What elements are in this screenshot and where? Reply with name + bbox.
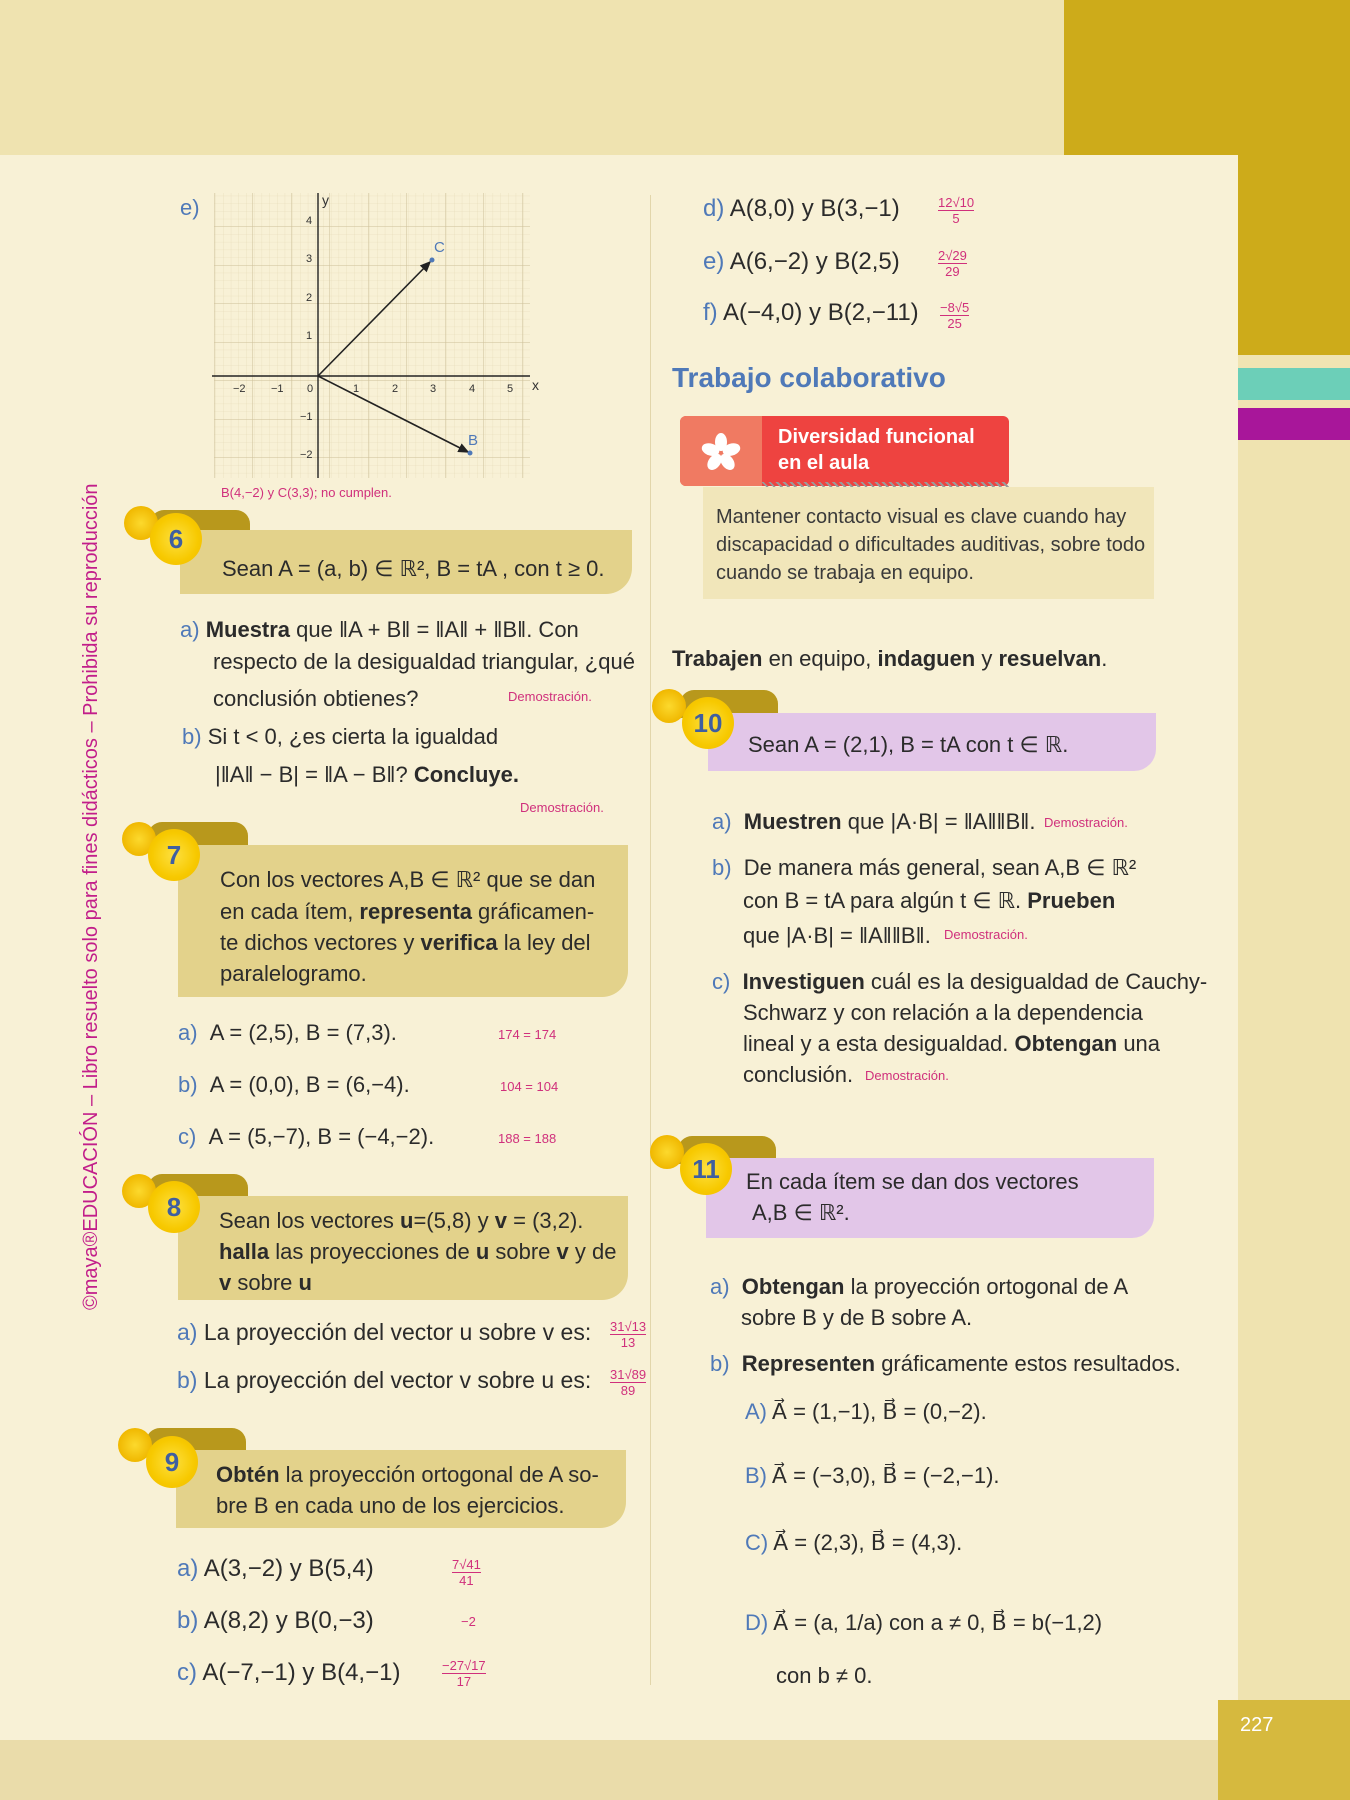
text: en cada ítem, — [220, 899, 360, 924]
vector-u: u — [298, 1270, 312, 1295]
ex11-d-cont: con b ≠ 0. — [776, 1663, 873, 1688]
text: en equipo, — [762, 646, 878, 671]
text: y — [975, 646, 999, 671]
item-label: a) — [178, 1020, 198, 1045]
item-label: b) — [710, 1351, 730, 1376]
right-strip — [1238, 440, 1350, 1740]
magenta-tab — [1238, 408, 1350, 440]
answer-num: −27√17 — [442, 1658, 486, 1673]
item-label: c) — [178, 1124, 197, 1149]
ex9-line2: bre B en cada uno de los ejercicios. — [216, 1493, 565, 1518]
ex9-b-answer: −2 — [461, 1614, 476, 1629]
item-label: b) — [182, 724, 202, 749]
item-label: a) — [177, 1555, 199, 1582]
y-tick: −1 — [300, 411, 313, 423]
ex6-item-a — [180, 614, 640, 645]
y-tick: 1 — [306, 330, 313, 342]
text: Sean los vectores — [219, 1208, 400, 1233]
ex8-b-answer — [610, 1367, 646, 1398]
ex8-line2 — [219, 1236, 616, 1267]
x-tick: 1 — [353, 383, 360, 395]
y-tick: 4 — [306, 215, 313, 227]
bold-verb: Prueben — [1027, 888, 1116, 913]
colab-instruction — [672, 643, 1107, 674]
page-number: 227 — [1240, 1714, 1274, 1736]
ex10-c-line2: Schwarz y con relación a la dependencia — [743, 1000, 1143, 1025]
ex11-item-b — [710, 1348, 1181, 1379]
x-axis-label: x — [532, 377, 539, 393]
ex11-line1: En cada ítem se dan dos vectores — [746, 1169, 1079, 1194]
ex6-statement: Sean A = (a, b) ∈ ℝ², B = tA , con t ≥ 0. — [222, 556, 605, 581]
ex7-item-a — [178, 1017, 397, 1048]
item-label: A) — [745, 1399, 767, 1424]
ex8-item-b — [177, 1365, 591, 1396]
bold-verb: verifica — [420, 930, 498, 955]
text: . — [1101, 646, 1108, 671]
item-label: b) — [177, 1607, 199, 1634]
page-number-box — [1218, 1700, 1350, 1800]
item-label: C) — [745, 1530, 769, 1555]
ex10-item-a — [712, 806, 1036, 837]
diversity-title-line: en el aula — [778, 452, 870, 474]
bold-verb: Investiguen — [742, 969, 865, 994]
ex7-c-answer: 188 = 188 — [498, 1131, 557, 1146]
diversity-title — [778, 424, 975, 476]
text: una — [1117, 1031, 1161, 1056]
item-text: A⃗ = (−3,0), B⃗ = (−2,−1). — [771, 1463, 1000, 1488]
text: con B = tA para algún t ∈ ℝ. — [743, 888, 1028, 913]
x-tick: 2 — [392, 383, 399, 395]
ex10-a-answer: Demostración. — [1044, 815, 1128, 830]
ex6-a-line3: conclusión obtienes? — [213, 686, 419, 711]
bottom-band — [0, 1740, 1350, 1800]
ex11-sub-A — [745, 1396, 987, 1427]
ex7-item-c — [178, 1121, 434, 1152]
ex10-b-answer: Demostración. — [944, 927, 1028, 942]
item-label: a) — [710, 1274, 730, 1299]
diversity-badge — [680, 416, 1009, 486]
ex6-item-b — [182, 721, 498, 752]
ex8-item-a — [177, 1317, 591, 1348]
item-text: A(6,−2) y B(2,5) — [729, 248, 900, 275]
flower-icon — [680, 416, 762, 486]
ex9-e-answer — [938, 248, 967, 279]
ex9-item-d — [703, 193, 900, 224]
point-c-label: C — [434, 239, 445, 256]
diversity-title-line: Diversidad funcional — [778, 426, 975, 448]
vector-v: v — [556, 1239, 569, 1264]
ex7-badge: 7 — [148, 829, 200, 881]
ex10-c-line4: conclusión. — [743, 1062, 854, 1087]
item-text: A(−7,−1) y B(4,−1) — [202, 1659, 401, 1686]
ex7-line2 — [220, 896, 594, 927]
bold-verb: Muestren — [743, 809, 842, 834]
ex10-c-answer: Demostración. — [865, 1068, 949, 1083]
item-text: A(8,2) y B(0,−3) — [203, 1607, 374, 1634]
ex6-a-answer: Demostración. — [508, 689, 592, 704]
text: De manera más general, sean A,B ∈ ℝ² — [743, 855, 1137, 880]
bold-verb: resuelvan — [998, 646, 1102, 671]
ex10-item-c — [712, 966, 1207, 997]
item-label: f) — [703, 299, 718, 326]
ex8-line1 — [219, 1205, 583, 1236]
text: la proyección ortogonal de A so- — [279, 1462, 599, 1487]
text: = (3,2). — [507, 1208, 584, 1233]
item-text: A⃗ = (2,3), B⃗ = (4,3). — [773, 1530, 963, 1555]
ex6-badge: 6 — [150, 513, 202, 565]
text: que |A·B| = ‖A‖‖B‖. — [841, 809, 1036, 834]
ex7-item-b — [178, 1069, 410, 1100]
ex6-a-line2: respecto de la desigualdad triangular, ¿qué — [213, 649, 635, 674]
top-band — [0, 0, 1064, 155]
bold-verb: indaguen — [877, 646, 976, 671]
note-line: cuando se trabaja en equipo. — [716, 562, 974, 584]
ex6-b-text: Si t < 0, ¿es cierta la igualdad — [207, 724, 499, 749]
ex6-b-bold: Concluye. — [407, 762, 519, 787]
bold-verb: Trabajen — [672, 646, 763, 671]
text: cuál es la desigualdad de Cauchy- — [864, 969, 1208, 994]
ex11-a-line2: sobre B y de B sobre A. — [741, 1305, 973, 1330]
ex9-c-answer — [442, 1658, 486, 1689]
text: la proyección ortogonal de A — [844, 1274, 1129, 1299]
ex8-badge: 8 — [148, 1181, 200, 1233]
point-b-dot — [468, 451, 473, 456]
section-heading: Trabajo colaborativo — [672, 362, 946, 393]
x-tick: 3 — [430, 383, 437, 395]
ex7-line4: paralelogramo. — [220, 961, 367, 986]
ex7-line3 — [220, 927, 591, 958]
ex6-a-bold: Muestra — [205, 617, 291, 642]
ex10-item-b — [712, 852, 1136, 883]
ex10-c-line3 — [743, 1028, 1160, 1059]
answer-num: −8√5 — [940, 300, 970, 315]
ex9-item-e — [703, 246, 900, 277]
ex9-f-answer — [940, 300, 969, 331]
item-label: a) — [180, 617, 200, 642]
ex10-badge: 10 — [682, 697, 734, 749]
answer-den: 5 — [952, 211, 960, 226]
ex11-line2: A,B ∈ ℝ². — [752, 1200, 850, 1225]
ex9-item-c — [177, 1657, 400, 1688]
text: te dichos vectores y — [220, 930, 421, 955]
graph-label: e) — [180, 195, 200, 220]
text: gráficamen- — [471, 899, 595, 924]
ex9-badge: 9 — [146, 1436, 198, 1488]
vector-v: v — [219, 1270, 232, 1295]
column-divider — [650, 195, 651, 1685]
text: gráficamente estos resultados. — [875, 1351, 1181, 1376]
ex7-a-answer: 174 = 174 — [498, 1027, 557, 1042]
ex6-b-answer: Demostración. — [520, 800, 604, 815]
note-text — [716, 503, 1145, 587]
x-tick: 0 — [307, 383, 314, 395]
ex9-line1 — [216, 1459, 599, 1490]
item-text: A = (2,5), B = (7,3). — [209, 1020, 397, 1045]
ex11-badge-ring — [650, 1135, 684, 1169]
bold-verb: representa — [359, 899, 472, 924]
item-label: c) — [177, 1659, 197, 1686]
answer-den: 89 — [620, 1383, 636, 1398]
ex10-badge-ring — [652, 689, 686, 723]
answer-num: 31√13 — [610, 1319, 647, 1334]
item-label: a) — [177, 1319, 198, 1345]
item-text: A = (0,0), B = (6,−4). — [209, 1072, 410, 1097]
ex10-b-line3: que |A·B| = ‖A‖‖B‖. — [743, 923, 931, 948]
ex10-statement: Sean A = (2,1), B = tA con t ∈ ℝ. — [748, 732, 1069, 757]
answer-den: 25 — [947, 316, 962, 331]
ex7-line1: Con los vectores A,B ∈ ℝ² que se dan — [220, 867, 596, 892]
vector-u: u — [399, 1208, 414, 1233]
answer-den: 29 — [945, 264, 960, 279]
text: sobre — [489, 1239, 557, 1264]
bold-verb: halla — [219, 1239, 270, 1264]
text: las proyecciones de — [269, 1239, 476, 1264]
item-label: a) — [712, 809, 732, 834]
bold-verb: Obtengan — [1014, 1031, 1118, 1056]
item-label: D) — [745, 1610, 769, 1635]
ex9-d-answer — [938, 195, 974, 226]
item-text: La proyección del vector u sobre v es: — [203, 1319, 592, 1345]
text: sobre — [231, 1270, 299, 1295]
ex11-item-a — [710, 1271, 1128, 1302]
x-tick: 4 — [469, 383, 476, 395]
item-label: b) — [178, 1072, 198, 1097]
answer-den: 41 — [459, 1573, 474, 1588]
point-b-label: B — [468, 432, 479, 449]
vector-v: v — [494, 1208, 507, 1233]
ex9-item-f — [703, 297, 919, 328]
ex11-sub-B — [745, 1460, 1000, 1491]
ex10-b-line2 — [743, 885, 1115, 916]
answer-num: 12√10 — [938, 195, 975, 210]
diversity-icon-box — [680, 416, 762, 486]
item-text: A(8,0) y B(3,−1) — [729, 195, 900, 222]
point-c-dot — [430, 258, 435, 263]
y-tick: 3 — [306, 253, 313, 265]
ex9-item-a — [177, 1553, 374, 1584]
item-label: b) — [712, 855, 732, 880]
text: =(5,8) y — [413, 1208, 495, 1233]
text: la ley del — [497, 930, 591, 955]
ex9-a-answer — [452, 1557, 481, 1588]
bold-verb: Obtén — [216, 1462, 280, 1487]
ex11-sub-D — [745, 1607, 1102, 1638]
graph-answer: B(4,−2) y C(3,3); no cumplen. — [221, 485, 392, 500]
bold-verb: Representen — [741, 1351, 876, 1376]
teal-tab — [1238, 368, 1350, 400]
ex7-b-answer: 104 = 104 — [500, 1079, 559, 1094]
item-label: d) — [703, 195, 725, 222]
text: y de — [568, 1239, 617, 1264]
item-text: La proyección del vector v sobre u es: — [203, 1367, 592, 1393]
ex11-badge: 11 — [680, 1143, 732, 1195]
y-tick: 2 — [306, 292, 313, 304]
bold-verb: Obtengan — [741, 1274, 845, 1299]
ex6-a-text: que ‖A + B‖ = ‖A‖ + ‖B‖. Con — [290, 617, 579, 642]
item-label: e) — [703, 248, 725, 275]
item-label: c) — [712, 969, 731, 994]
note-line: Mantener contacto visual es clave cuando hay — [716, 506, 1127, 528]
ex6-b-line2 — [215, 759, 519, 790]
y-axis-label: y — [322, 192, 329, 208]
answer-num: 31√89 — [610, 1367, 647, 1382]
item-text: A(3,−2) y B(5,4) — [203, 1555, 374, 1582]
item-text: A = (5,−7), B = (−4,−2). — [208, 1124, 435, 1149]
answer-den: 13 — [620, 1335, 636, 1350]
text: lineal y a esta desigualdad. — [743, 1031, 1015, 1056]
ex6-b-formula: |‖A‖ − B| = ‖A − B‖? — [215, 762, 408, 787]
ex8-a-answer — [610, 1319, 646, 1350]
answer-num: 7√41 — [452, 1557, 481, 1572]
vector-graph — [200, 188, 550, 498]
note-line: discapacidad o dificultades auditivas, sobre todo — [716, 534, 1146, 556]
x-tick: 5 — [507, 383, 514, 395]
ex9-item-b — [177, 1605, 374, 1636]
x-tick: −1 — [271, 383, 284, 395]
item-text: A⃗ = (a, 1/a) con a ≠ 0, B⃗ = b(−1,2) — [773, 1610, 1103, 1635]
x-tick: −2 — [233, 383, 246, 395]
item-label: b) — [177, 1367, 198, 1393]
item-label: B) — [745, 1463, 767, 1488]
item-text: A⃗ = (1,−1), B⃗ = (0,−2). — [771, 1399, 987, 1424]
answer-den: 17 — [456, 1674, 472, 1689]
side-copyright-note: ©maya®EDUCACIÓN – Libro resuelto solo para fines didácticos – Prohibida su reproducción — [80, 483, 102, 1310]
item-text: A(−4,0) y B(2,−11) — [723, 299, 919, 326]
vector-u: u — [475, 1239, 490, 1264]
ex8-line3 — [219, 1267, 312, 1298]
y-tick: −2 — [300, 449, 313, 461]
answer-num: 2√29 — [938, 248, 967, 263]
ex11-sub-C — [745, 1527, 962, 1558]
